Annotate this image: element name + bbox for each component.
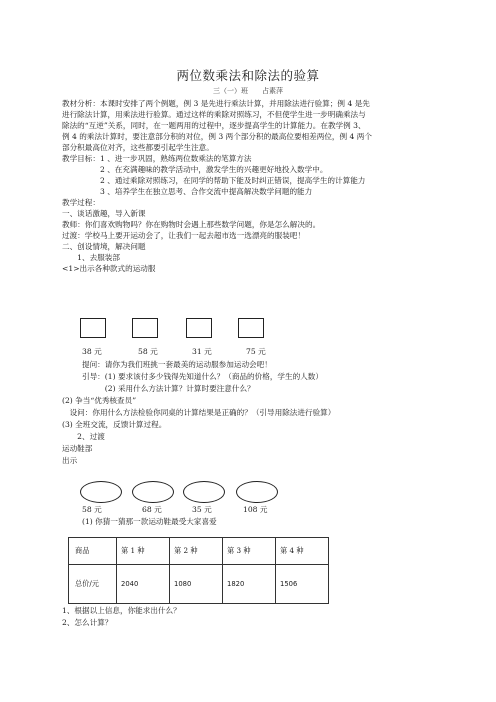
clothes-image-box [186,318,212,338]
table-header-row [69,538,329,565]
paragraph-line: 3 、培养学生在独立思考、合作交流中提高解决数学问题的能力 [62,187,313,196]
paragraph-line: (2) 争当“优秀核查员” [62,396,137,405]
table-header-cell: 商品 [69,538,117,565]
clothes-price: 75 元 [246,347,266,356]
guess-question: (1) 你猜一猜那一款运动鞋最受大家喜爱 [82,517,217,526]
shoe-image-oval [132,481,174,503]
table-row-label: 总价/元 [69,565,117,604]
paragraph-line: 过渡：学校马上要开运动会了，让我们一起去超市选一选漂亮的服装吧！ [62,231,305,240]
shoe-price: 108 元 [243,505,268,514]
shoe-image-oval [183,481,225,503]
table-header-cell: 第 2 种 [170,538,223,565]
shoe-price: 58 元 [82,505,102,514]
table-cell: 1506 [276,565,329,604]
shoe-price: 35 元 [192,505,212,514]
sales-table [68,537,329,604]
paragraph-line: 出示 [62,456,78,465]
clothes-image-box [80,318,106,338]
paragraph-line: 例 4 的乘法计算时，要注意部分积的对位，例 3 两个部分积的最高位要相差两位，例 4 两个 [62,132,372,141]
table-cell: 1080 [170,565,223,604]
paragraph-line: 教材分析：本课时安排了两个例题，例 3 是先进行乘法计算，并用除法进行验算；例 4 是先 [62,99,370,108]
clothes-image-box [132,318,158,338]
table-header-cell: 第 3 种 [223,538,276,565]
paragraph-line: (2) 采用什么方法计算？计算时要注意什么？ [82,384,255,393]
clothes-price: 58 元 [138,347,158,356]
clothes-price: 38 元 [82,347,102,356]
table-header-cell: 第 4 种 [276,538,329,565]
paragraph-line: 二、创设情境，解决问题 [62,242,146,251]
paragraph-line: <1>出示各种款式的运动服 [62,264,156,273]
paragraph-line: 提问：请你为我们班挑一套最美的运动服参加运动会吧！ [82,360,272,369]
paragraph-line: 除法的“互逆”关系，同时，在一题两用的过程中，逐步提高学生的计算能力。在教学例 3、 [62,121,366,130]
author-line: 三（一）班 占素萍 [213,87,283,95]
paragraph-line: 教学目标：1 、进一步巩固，熟练两位数乘法的笔算方法 [62,154,252,163]
paragraph-line: 2 、通过乘除对照练习，在同学的帮助下能及时纠正错误，提高学生的计算能力 [62,176,366,185]
paragraph-line: 1、去服装部 [62,253,120,262]
paragraph-line: 部分积最高位对齐，这些都要引起学生注意。 [62,143,214,152]
shoe-image-oval [80,481,122,503]
paragraph-line: 2 、在充满趣味的教学活动中，激发学生的兴趣更好地投入数学中。 [62,165,328,174]
paragraph-line: 教师：你们喜欢购物吗？你在购物时会遇上那些数学问题，你是怎么解决的。 [62,220,321,229]
paragraph-line: 引导：(1) 要求该付多少钱得先知道什么？（商品的价格，学生的人数） [82,372,323,381]
document-title: 两位数乘法和除法的验算 [176,68,320,83]
table-cell: 1820 [223,565,276,604]
paragraph-line: 2、过渡 [62,432,105,441]
paragraph-line: 运动鞋部 [62,444,93,453]
paragraph-line: 教学过程： [62,198,100,207]
paragraph-line: 一、谈话激趣，导入新课 [62,209,146,218]
clothes-image-box [238,318,264,338]
question-line: 2、怎么计算？ [62,618,113,627]
shoe-price: 68 元 [142,505,162,514]
shoe-image-oval [236,481,278,503]
table-row [69,565,329,604]
clothes-price: 31 元 [192,347,212,356]
paragraph-line: 设问：你用什么方法检验你同桌的计算结果是正确的？（引导用除法进行验算） [62,408,336,417]
paragraph-line: 进行除法计算，用乘法进行验算。通过这样的乘除对照练习，不但使学生进一步明确乘法与 [62,110,366,119]
table-header-cell: 第 1 种 [117,538,170,565]
question-line: 1、根据以上信息，你能求出什么？ [62,606,181,615]
table-cell: 2040 [117,565,170,604]
paragraph-line: (3) 全班交流，反馈计算过程。 [62,420,167,429]
